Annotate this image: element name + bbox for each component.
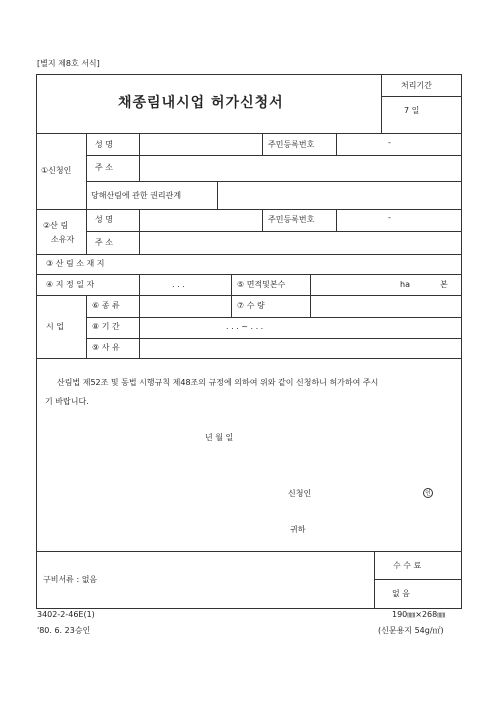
work-quantity-label: ⑦ 수 량 [237,301,265,310]
owner-name-label: 성 명 [95,215,113,224]
count-unit: 본 [440,280,448,289]
fee-value: 없 음 [392,589,410,598]
applicant-id-label: 주민등록번호 [268,140,315,149]
forest-location-label: ③ 산 림 소 재 지 [46,259,105,268]
owner-id-label: 주민등록번호 [268,215,315,224]
date-line: 년 월 일 [205,433,234,442]
applicant-rights-label: 당해산림에 관한 권리관계 [91,191,182,200]
owner-section-label-2: 소유자 [51,235,75,244]
applicant-name-label: 성 명 [95,140,113,149]
work-period-label: ⑧ 기 간 [92,322,120,331]
form-number-label: [별지 제8호 서식] [37,59,100,68]
attachments-label: 구비서류 : 없음 [43,575,98,584]
processing-period-value: 7 일 [404,106,420,115]
fee-label: 수 수 료 [393,561,422,570]
designation-date-label: ④ 지 정 일 자 [46,280,95,289]
work-type-label: ⑥ 종 류 [92,301,120,310]
owner-id-separator: - [388,213,391,222]
form-title: 채종림내시업 허가신청서 [118,95,284,111]
applicant-section-label: ①신청인 [41,166,72,175]
statement-line-1: 산림법 제52조 및 동법 시행규칙 제48조의 규정에 의하여 위와 같이 신청하니 허가하여 주시 [57,378,379,387]
form-code: 3402-2-46E(1) [37,610,95,619]
owner-section-label-1: ②산 림 [43,221,69,230]
approval-date: '80. 6. 23승인 [37,626,91,635]
work-reason-label: ⑨ 사 유 [92,343,120,352]
processing-period-label: 처리기간 [401,81,432,90]
applicant-address-label: 주 소 [95,163,113,172]
owner-address-label: 주 소 [95,238,113,247]
applicant-id-separator: - [388,138,391,147]
applicant-signature-label: 신청인 [288,489,312,498]
paper-spec: (신문용지 54g/㎡) [378,626,444,635]
area-count-label: ⑤ 면적및본수 [237,280,286,289]
designation-date-value: . . . [172,280,185,289]
area-unit: ha [400,280,410,289]
addressee-label: 귀하 [290,525,306,534]
seal-mark: 인 [423,488,433,498]
work-section-label: 시 업 [46,322,64,331]
work-period-value: . . . ~ . . . [226,322,264,331]
form-size: 190㎜×268㎜ [392,610,446,619]
statement-line-2: 기 바랍니다. [45,397,89,406]
